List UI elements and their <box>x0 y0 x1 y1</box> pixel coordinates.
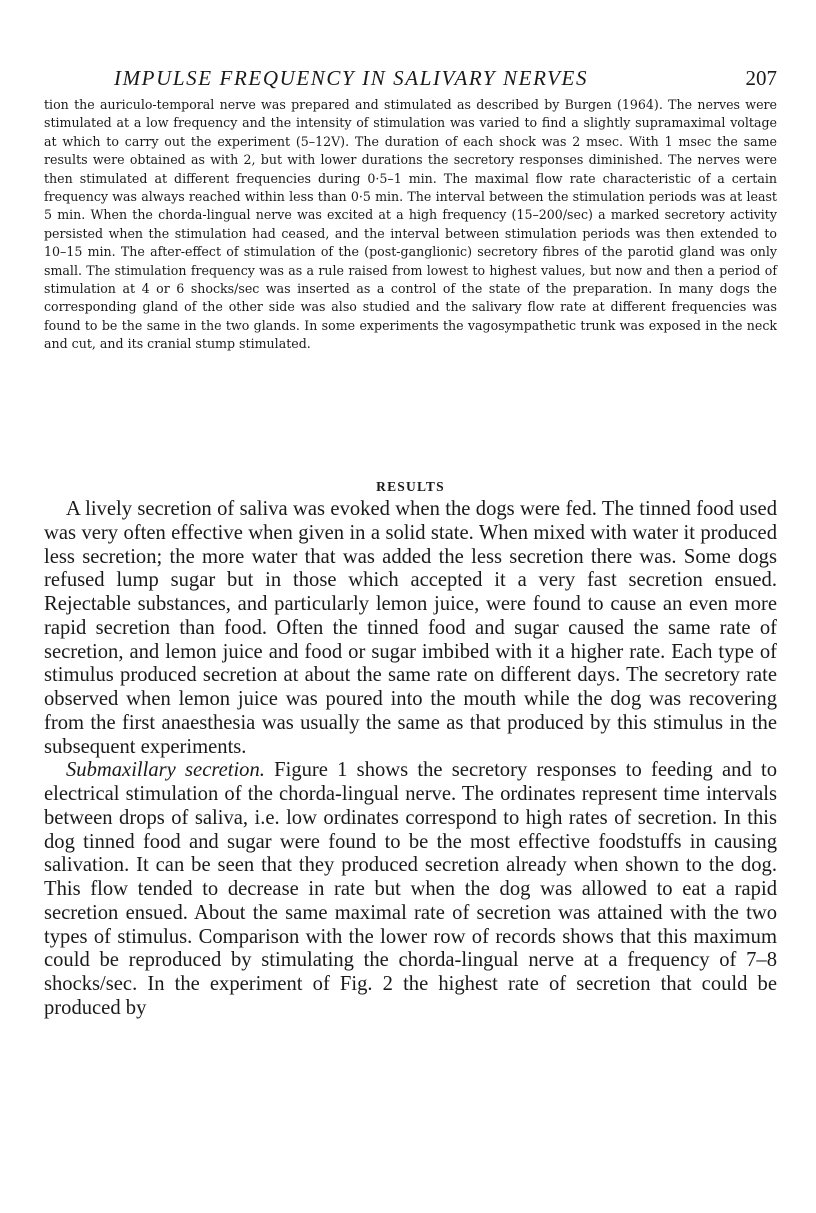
submaxillary-secretion-lead: Submaxillary secretion. <box>66 759 265 782</box>
results-body <box>44 498 777 1021</box>
running-title: IMPULSE FREQUENCY IN SALIVARY NERVES <box>114 66 589 90</box>
methods-paragraph: tion the auriculo-temporal nerve was prepared and stimulated as described by Burgen (1964). The nerves were stimulated at a low frequency and the intensity of stimulation was varied to find a slightly supramaximal voltage at which to carry out the experiment (5–12V). The duration of each shock was 2 msec. With 1 msec the same results were obtained as with 2, but with lower durations the secretory responses diminished. The nerves were then stimulated at different frequencies during 0·5–1 min. The maximal flow rate characteristic of a certain frequency was always reached within less than 0·5 min. The interval between the stimulation periods was at least 5 min. When the chorda-lingual nerve was excited at a high frequency (15–200/sec) a marked secretory activity persisted when the stimulation had ceased, and the interval between stimulation periods was then extended to 10–15 min. The after-effect of stimulation of the (post-ganglionic) secretory fibres of the parotid gland was only small. The stimulation frequency was as a rule raised from lowest to highest values, but now and then a period of stimulation at 4 or 6 shocks/sec was inserted as a control of the state of the preparation. In many dogs the corresponding gland of the other side was also studied and the salivary flow rate at different frequencies was found to be the same in the two glands. In some experiments the vagosympathetic trunk was exposed in the neck and cut, and its cranial stump stimulated. <box>44 97 777 352</box>
results-paragraph-1: A lively secretion of saliva was evoked when the dogs were fed. The tinned food used was very often effective when given in a solid state. When mixed with water it produced less secretion; the more water that was added the less secretion there was. Some dogs refused lump sugar but in those which accepted it a very fast secretion ensued. Rejectable substances, and particularly lemon juice, were found to cause an even more rapid secretion than food. Often the tinned food and sugar caused the same rate of secretion, and lemon juice and food or sugar imbibed with it a higher rate. Each type of stimulus produced secretion at about the same rate on different days. The secretory rate observed when lemon juice was poured into the mouth while the dog was recovering from the first anaesthesia was usually the same as that produced by this stimulus in the subsequent experiments. <box>44 498 777 758</box>
results-paragraph-2-text: Figure 1 shows the secretory responses to feeding and to electrical stimulation of the chorda-lingual nerve. The ordinates represent time intervals between drops of saliva, i.e. low ordinates correspond to high rates of secretion. In this dog tinned food and sugar were found to be the most effective foodstuffs in causing salivation. It can be seen that they produced secretion already when shown to the dog. This flow tended to decrease in rate but when the dog was allowed to eat a rapid secretion ensued. About the same maximal rate of secretion was attained with the two types of stimulus. Comparison with the lower row of records shows that this maximum could be reproduced by stimulating the chorda-lingual nerve at a frequency of 7–8 shocks/sec. In the experiment of Fig. 2 the highest rate of secretion that could be produced by <box>44 759 777 1019</box>
results-paragraph-2 <box>44 759 777 1020</box>
results-heading: RESULTS <box>376 479 445 494</box>
page-number: 207 <box>745 66 777 90</box>
running-header <box>44 66 777 94</box>
